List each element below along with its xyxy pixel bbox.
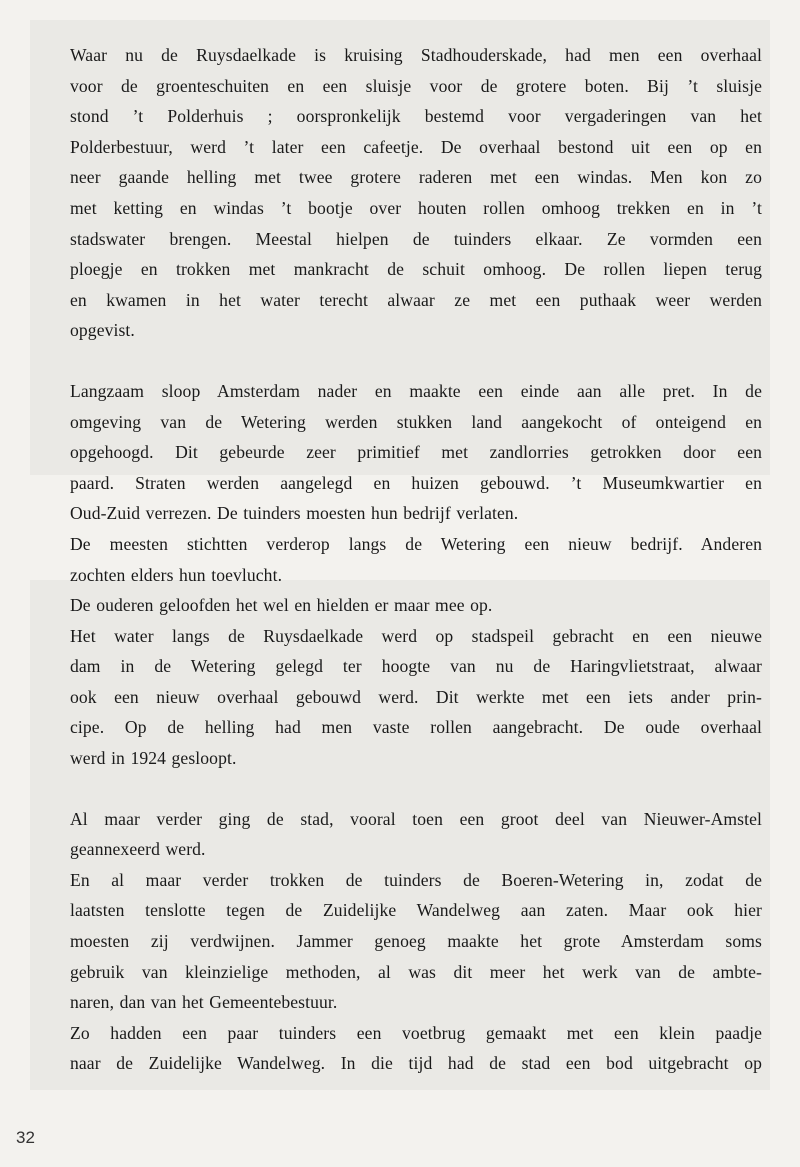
- text-line: moesten zij verdwijnen. Jammer genoeg maakte het grote Amsterdam soms: [70, 931, 762, 952]
- text-line: Waar nu de Ruysdaelkade is kruising Stadhouderskade, had men een overhaal: [70, 45, 762, 65]
- text-line: neer gaande helling met twee grotere raderen met een windas. Men kon zo: [70, 167, 762, 188]
- body-text: [70, 40, 762, 1079]
- text-line: Polderbestuur, werd ’t later een cafeetje. De overhaal bestond uit een op en: [70, 136, 762, 157]
- paragraph-gap: [70, 346, 762, 376]
- text-line: geannexeerd werd.: [70, 839, 206, 860]
- text-line: Zo hadden een paar tuinders een voetbrug gemaakt met een klein paadje: [70, 1022, 762, 1043]
- text-line: naren, dan van het Gemeentebestuur.: [70, 992, 338, 1013]
- text-line: De meesten stichtten verderop langs de Wetering een nieuw bedrijf. Anderen: [70, 533, 762, 554]
- text-line: voor de groenteschuiten en een sluisje voor de grotere boten. Bij ’t sluisje: [70, 75, 762, 96]
- text-line: opgehoogd. Dit gebeurde zeer primitief met zandlorries getrokken door een: [70, 442, 762, 463]
- page-number: 32: [16, 1128, 35, 1147]
- text-line: De ouderen geloofden het wel en hielden er maar mee op.: [70, 595, 493, 616]
- text-line: En al maar verder trokken de tuinders de Boeren-Wetering in, zodat de: [70, 869, 762, 890]
- paragraph-gap: [70, 774, 762, 804]
- text-line: werd in 1924 gesloopt.: [70, 748, 237, 769]
- text-line: zochten elders hun toevlucht.: [70, 564, 283, 585]
- text-line: met ketting en windas ’t bootje over houten rollen omhoog trekken en in ’t: [70, 197, 762, 218]
- text-line: Het water langs de Ruysdaelkade werd op stadspeil gebracht en een nieuwe: [70, 625, 762, 646]
- text-line: naar de Zuidelijke Wandelweg. In die tijd had de stad een bod uitgebracht op: [70, 1053, 762, 1074]
- text-line: stond ’t Polderhuis ; oorspronkelijk bestemd voor vergaderingen van het: [70, 106, 762, 127]
- text-line: Oud-Zuid verrezen. De tuinders moesten hun bedrijf verlaten.: [70, 503, 519, 524]
- text-line: en kwamen in het water terecht alwaar ze met een puthaak weer werden: [70, 289, 762, 310]
- text-line: opgevist.: [70, 320, 135, 341]
- text-line: cipe. Op de helling had men vaste rollen aangebracht. De oude overhaal: [70, 717, 762, 738]
- text-line: ploegje en trokken met mankracht de schuit omhoog. De rollen liepen terug: [70, 259, 762, 280]
- text-line: laatsten tenslotte tegen de Zuidelijke Wandelweg aan zaten. Maar ook hier: [70, 900, 762, 921]
- text-line: Langzaam sloop Amsterdam nader en maakte een einde aan alle pret. In de: [70, 380, 762, 401]
- text-line: paard. Straten werden aangelegd en huizen gebouwd. ’t Museumkwartier en: [70, 472, 762, 493]
- text-line: omgeving van de Wetering werden stukken land aangekocht of onteigend en: [70, 411, 762, 432]
- text-line: stadswater brengen. Meestal hielpen de tuinders elkaar. Ze vormden een: [70, 228, 762, 249]
- text-line: gebruik van kleinzielige methoden, al was dit meer het werk van de ambte-: [70, 961, 762, 982]
- text-line: Al maar verder ging de stad, vooral toen een groot deel van Nieuwer-Amstel: [70, 808, 762, 829]
- text-line: dam in de Wetering gelegd ter hoogte van nu de Haringvlietstraat, alwaar: [70, 656, 762, 677]
- text-line: ook een nieuw overhaal gebouwd werd. Dit werkte met een iets ander prin-: [70, 686, 762, 707]
